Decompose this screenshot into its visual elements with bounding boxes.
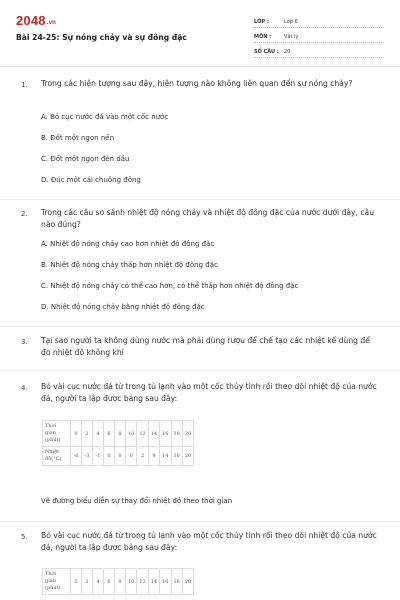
- table-cell: 2: [137, 447, 148, 466]
- table-cell: 14: [148, 421, 159, 447]
- table-cell: 0: [104, 447, 115, 466]
- meta-value: 20: [284, 49, 291, 55]
- table-cell: 20: [182, 569, 193, 595]
- question-number: 2.: [21, 210, 28, 218]
- answer-option[interactable]: C. Nhiệt độ nóng chảy có thể cao hơn, có thể thấp hơn nhiệt độ đông đặc: [41, 282, 299, 290]
- data-table: [42, 420, 194, 466]
- question-separator: [0, 521, 400, 522]
- table-cell: 12: [137, 569, 148, 595]
- table-cell: 10: [126, 421, 137, 447]
- row-label: gian: [45, 430, 57, 436]
- table-cell: 0: [126, 447, 137, 466]
- answer-option[interactable]: A. Bỏ cục nước đá vào một cốc nước: [41, 113, 169, 121]
- answer-option[interactable]: D. Nhiệt độ nóng chảy bằng nhiệt độ đông đặc: [41, 303, 205, 311]
- question-number: 5.: [21, 533, 28, 541]
- table-row: [43, 421, 194, 447]
- answer-option[interactable]: D. Đúc một cái chuông đồng: [41, 176, 141, 184]
- table-cell: 6: [104, 569, 115, 595]
- meta-row-count: [254, 45, 384, 58]
- table-row: [43, 569, 194, 595]
- meta-label: LỚP :: [254, 19, 269, 25]
- question-text: Bỏ vài cục nước đá từ trong tủ lạnh vào một cốc thủy tinh rồi theo dõi nhiệt độ của nước đá, người ta lập được bảng sau đây:: [41, 531, 377, 552]
- row-header: [43, 447, 71, 466]
- row-header: [43, 421, 71, 447]
- question-text: Trong các hiện tượng sau đây, hiện tượng nào không liên quan đến sự nóng chảy?: [41, 79, 353, 88]
- meta-label: SỐ CÂU :: [254, 49, 279, 55]
- question-separator: [0, 199, 400, 200]
- logo-text: 2048: [16, 13, 46, 28]
- logo-suffix: .vn: [46, 20, 57, 26]
- question-instruction: Vẽ đường biểu diễn sự thay đổi nhiệt độ theo thời gian: [41, 497, 233, 505]
- table-cell: 8: [115, 421, 126, 447]
- page-header: [0, 0, 400, 64]
- row-label: Nhiệt: [45, 449, 60, 455]
- meta-info: [254, 15, 384, 60]
- table-cell: 14: [160, 447, 171, 466]
- meta-row-class: [254, 15, 384, 28]
- table-cell: 18: [171, 421, 182, 447]
- question-separator: [0, 326, 400, 327]
- meta-label: MÔN :: [254, 34, 272, 40]
- table-cell: 20: [182, 421, 193, 447]
- table-cell: -3: [82, 447, 93, 466]
- answer-option[interactable]: B. Đốt một ngọn nến: [41, 134, 115, 142]
- table-cell: 12: [137, 421, 148, 447]
- row-label: (phút): [45, 585, 61, 591]
- table-cell: 20: [182, 447, 193, 466]
- question-separator: [0, 370, 400, 371]
- row-header: [43, 569, 71, 595]
- answer-option[interactable]: A. Nhiệt độ nóng chảy cao hơn nhiệt độ đông đặc: [41, 240, 215, 248]
- meta-value: Lớp 6: [284, 19, 298, 25]
- row-label: Thời: [45, 423, 57, 429]
- table-cell: 4: [93, 569, 104, 595]
- lesson-title: Bài 24-25: Sự nóng chảy và sự đông đặc: [16, 33, 187, 42]
- meta-value: Vật lý: [284, 34, 299, 40]
- table-cell: 0: [71, 569, 82, 595]
- table-cell: 2: [82, 421, 93, 447]
- table-row: [43, 447, 194, 466]
- header-divider: [0, 66, 400, 67]
- question-text: Trong các câu so sánh nhiệt độ nóng chảy và nhiệt độ đông đặc của nước dưới đây, câu nào đúng?: [41, 208, 375, 229]
- table-cell: 18: [171, 447, 182, 466]
- row-label: Thời: [45, 571, 57, 577]
- table-cell: 0: [71, 421, 82, 447]
- row-label: gian: [45, 578, 57, 584]
- table-cell: -6: [71, 447, 82, 466]
- data-table: [42, 568, 194, 595]
- table-cell: 8: [115, 569, 126, 595]
- table-cell: 16: [160, 421, 171, 447]
- row-label: (phút): [45, 437, 61, 443]
- table-cell: 2: [82, 569, 93, 595]
- row-label: độ(°C): [45, 456, 62, 462]
- question-number: 4.: [21, 384, 28, 392]
- table-cell: -1: [93, 447, 104, 466]
- meta-row-subject: [254, 30, 384, 43]
- table-cell: 0: [115, 447, 126, 466]
- table-cell: 4: [93, 421, 104, 447]
- answer-option[interactable]: C. Đốt một ngọn đèn dầu: [41, 155, 130, 163]
- table-cell: 10: [126, 569, 137, 595]
- table-cell: 16: [160, 569, 171, 595]
- question-number: 1.: [21, 81, 28, 89]
- table-cell: 14: [148, 569, 159, 595]
- question-text: Tại sao người ta không dùng nước mà phải dùng rượu để chế tạo các nhiệt kế dùng để đo nhiệt độ không khí: [41, 336, 370, 357]
- table-cell: 9: [148, 447, 159, 466]
- question-number: 3.: [21, 338, 28, 346]
- table-cell: 18: [171, 569, 182, 595]
- answer-option[interactable]: B. Nhiệt độ nóng chảy thấp hơn nhiệt độ đông đặc: [41, 261, 218, 269]
- table-cell: 6: [104, 421, 115, 447]
- brand-logo[interactable]: [16, 13, 56, 28]
- question-text: Bỏ vài cục nước đá từ trong tủ lạnh vào một cốc thủy tinh rồi theo dõi nhiệt độ của nước đá, người ta lập được bảng sau đây:: [41, 382, 377, 403]
